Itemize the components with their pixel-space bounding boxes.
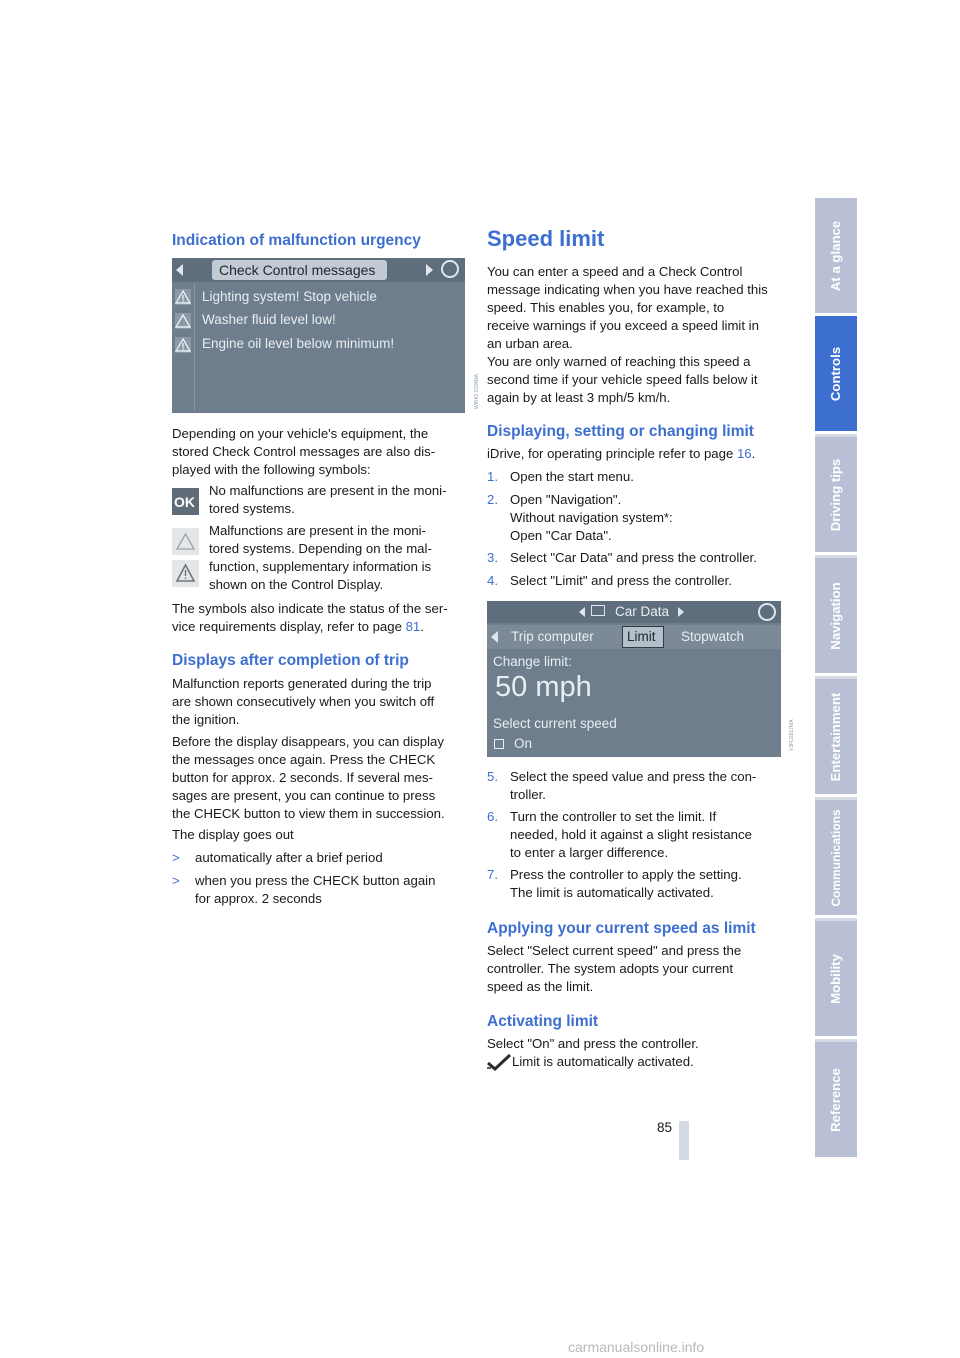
text-line: Select "Select current speed" and press the: [487, 943, 742, 958]
text-line: are shown consecutively when you switch off: [172, 694, 435, 709]
heading-displays-after-trip: Displays after completion of trip: [172, 652, 409, 669]
text-line: You can enter a speed and a Check Control: [487, 264, 743, 279]
check-control-screen: [172, 258, 480, 413]
site-watermark: carmanualsonline.info: [568, 1339, 705, 1355]
text-line: function, supplementary information is: [209, 559, 432, 574]
page-number: 85: [656, 1120, 672, 1135]
step-item: [487, 768, 782, 802]
text-line: Before the display disappears, you can display: [172, 734, 444, 749]
paragraph-speed-limit-intro: [487, 263, 782, 407]
tab-label: Communications: [829, 808, 843, 907]
text-line: sages are present, you can continue to press: [172, 788, 436, 803]
tab-label: Controls: [828, 346, 843, 401]
bullet-marker: >: [172, 873, 180, 888]
text-line: to enter a larger difference.: [510, 845, 669, 860]
step-text: [510, 491, 782, 545]
text-line: button for approx. 2 seconds. If several mes-: [172, 770, 433, 785]
text-line: iDrive, for operating principle refer to page: [487, 446, 737, 461]
paragraph-display-goes-out: The display goes out: [172, 827, 294, 842]
text-line: Turn the controller to set the limit. If: [510, 809, 717, 824]
text-line: needed, hold it against a slight resistance: [510, 827, 752, 842]
car-data-icon: [591, 605, 605, 616]
tab-label: Entertainment: [828, 692, 843, 781]
tab-label: Reference: [828, 1067, 843, 1132]
arrow-left-icon: [491, 631, 498, 643]
tab-label: Mobility: [828, 953, 843, 1004]
text-line: Depending on your vehicle's equipment, the: [172, 426, 429, 441]
text-line: played with the following symbols:: [172, 462, 371, 477]
paragraph-apply-current-speed: [487, 942, 782, 996]
checkmark-icon: [486, 1054, 512, 1070]
screen-list-divider: [194, 284, 195, 410]
paragraph-no-malfunction: [209, 482, 467, 518]
paragraph-symbols: [172, 425, 466, 479]
tab-limit[interactable]: Limit: [627, 629, 656, 644]
text-line: Press the controller to apply the setting.: [510, 867, 742, 882]
paragraph-malfunction-reports: [172, 675, 466, 729]
message-3: Engine oil level below minimum!: [202, 336, 395, 351]
arrow-left-icon: [579, 607, 585, 617]
bullet-text: automatically after a brief period: [195, 850, 383, 865]
text-line: the ignition.: [172, 712, 240, 727]
step-number: 3.: [487, 550, 498, 565]
car-data-screen: [487, 601, 795, 757]
text-line: You are only warned of reaching this speed a: [487, 354, 751, 369]
warning-triangle-dark-icon: [172, 560, 199, 587]
text-line: again by at least 3 mph/5 km/h.: [487, 390, 671, 405]
message-2: Washer fluid level low!: [202, 312, 336, 327]
step-text: Select "Limit" and press the controller.: [510, 573, 732, 588]
tab-label: At a glance: [828, 220, 843, 291]
tab-stopwatch[interactable]: Stopwatch: [681, 629, 745, 644]
message-1: Lighting system! Stop vehicle: [202, 289, 377, 304]
text-line: the messages once again. Press the CHECK: [172, 752, 436, 767]
paragraph-activating-limit: Select "On" and press the controller.: [487, 1036, 699, 1051]
tab-controls[interactable]: [815, 316, 857, 434]
text-line: speed as the limit.: [487, 979, 594, 994]
checkbox-on[interactable]: [494, 739, 504, 749]
screen-title: Check Control messages: [219, 262, 376, 278]
step-number: 7.: [487, 867, 498, 882]
warning-triangle-light-icon: [172, 528, 199, 555]
step-item: [487, 549, 782, 567]
step-text: [510, 768, 782, 804]
heading-speed-limit: Speed limit: [487, 226, 605, 251]
text-line: Open "Navigation".: [510, 492, 622, 507]
step-text: Select "Car Data" and press the controller.: [510, 550, 757, 565]
step-item: [487, 468, 782, 486]
text-line: Without navigation system*:: [510, 510, 673, 525]
paragraph-service-status: The symbols also indicate the status of the ser- vice requirements display, refer to page 81.: [172, 601, 448, 634]
page-link-16[interactable]: 16: [736, 446, 752, 461]
tab-driving-tips[interactable]: [815, 437, 857, 555]
ok-symbol: [172, 488, 199, 515]
text-line: tored systems. Depending on the mal-: [209, 541, 432, 556]
text-line: Malfunction reports generated during the trip: [172, 676, 432, 691]
step-text: [510, 866, 782, 902]
limit-speed-value[interactable]: 50 mph: [495, 671, 592, 703]
text-line: No malfunctions are present in the moni-: [209, 483, 447, 498]
tab-at-a-glance[interactable]: [815, 198, 857, 316]
step-item: [487, 491, 782, 543]
step-number: 2.: [487, 492, 498, 507]
step-item: [487, 572, 782, 590]
text-line: The limit is automatically activated.: [510, 885, 714, 900]
bullet-text: [195, 872, 465, 908]
on-label: On: [514, 736, 533, 751]
ok-symbol-text: OK: [174, 494, 195, 510]
text-line: for approx. 2 seconds: [195, 891, 322, 906]
text-line: an urban area.: [487, 336, 573, 351]
arrow-right-icon: [678, 607, 684, 617]
tab-mobility[interactable]: [815, 921, 857, 1039]
controller-icon: [441, 260, 459, 278]
step-number: 5.: [487, 769, 498, 784]
step-number: 6.: [487, 809, 498, 824]
heading-displaying-limit: Displaying, setting or changing limit: [487, 423, 754, 440]
tab-label: Driving tips: [828, 458, 843, 531]
step-number: 4.: [487, 573, 498, 588]
page-link-81[interactable]: 81: [405, 619, 421, 634]
step-text: Open the start menu.: [510, 469, 634, 484]
text-line: controller. The system adopts your current: [487, 961, 734, 976]
heading-malfunction-urgency: Indication of malfunction urgency: [172, 232, 421, 249]
tab-trip-computer[interactable]: Trip computer: [511, 629, 594, 644]
tab-entertainment[interactable]: [815, 679, 857, 797]
screen-header-title: Car Data: [615, 604, 670, 619]
step-item: [487, 808, 782, 860]
step-text: [510, 808, 782, 862]
warning-red-icon: [175, 289, 191, 305]
controller-icon: [758, 603, 776, 621]
warning-yellow-icon: [175, 313, 191, 329]
text-line: The symbols also indicate the status of the ser-: [172, 601, 448, 616]
text-line: when you press the CHECK button again: [195, 873, 436, 888]
tab-navigation[interactable]: [815, 558, 857, 676]
arrow-left-icon: [176, 264, 183, 276]
text-line: Open "Car Data".: [510, 528, 612, 543]
paragraph-limit-activated: Limit is automatically activated.: [512, 1054, 694, 1069]
image-code: W8HO 2334MA: [474, 373, 480, 409]
text-line: tored systems.: [209, 501, 295, 516]
text-line: shown on the Control Display.: [209, 577, 384, 592]
paragraph-idrive-reference: iDrive, for operating principle refer to page 16.: [487, 446, 756, 461]
heading-activating-limit: Activating limit: [487, 1013, 599, 1030]
text-line: vice requirements display, refer to page: [172, 619, 406, 634]
text-line: speed. This enables you, for example, to: [487, 300, 725, 315]
arrow-right-icon: [426, 264, 433, 276]
tab-label: Navigation: [828, 581, 843, 650]
paragraph-check-button: [172, 733, 466, 823]
tab-reference[interactable]: [815, 1042, 857, 1160]
change-limit-label: Change limit:: [493, 654, 572, 669]
page-marker: [679, 1121, 689, 1160]
warning-red-icon: [175, 337, 191, 353]
bullet-marker: >: [172, 850, 180, 865]
text-line: stored Check Control messages are also dis-: [172, 444, 436, 459]
text-line: receive warnings if you exceed a speed limit in: [487, 318, 759, 333]
text-line: Select the speed value and press the con-: [510, 769, 757, 784]
text-line: second time if your vehicle speed falls below it: [487, 372, 758, 387]
text-line: Malfunctions are present in the moni-: [209, 523, 426, 538]
text-line: the CHECK button to view them in succession.: [172, 806, 445, 821]
step-number: 1.: [487, 469, 498, 484]
step-item: [487, 866, 782, 900]
tab-communications[interactable]: [815, 800, 857, 918]
text-line: troller.: [510, 787, 546, 802]
text-line: message indicating when you have reached this: [487, 282, 768, 297]
image-code: V3FU2817MA: [789, 719, 795, 751]
heading-apply-current-speed: Applying your current speed as limit: [487, 920, 756, 937]
select-current-speed-label[interactable]: Select current speed: [493, 716, 617, 731]
paragraph-malfunction: [209, 522, 467, 594]
